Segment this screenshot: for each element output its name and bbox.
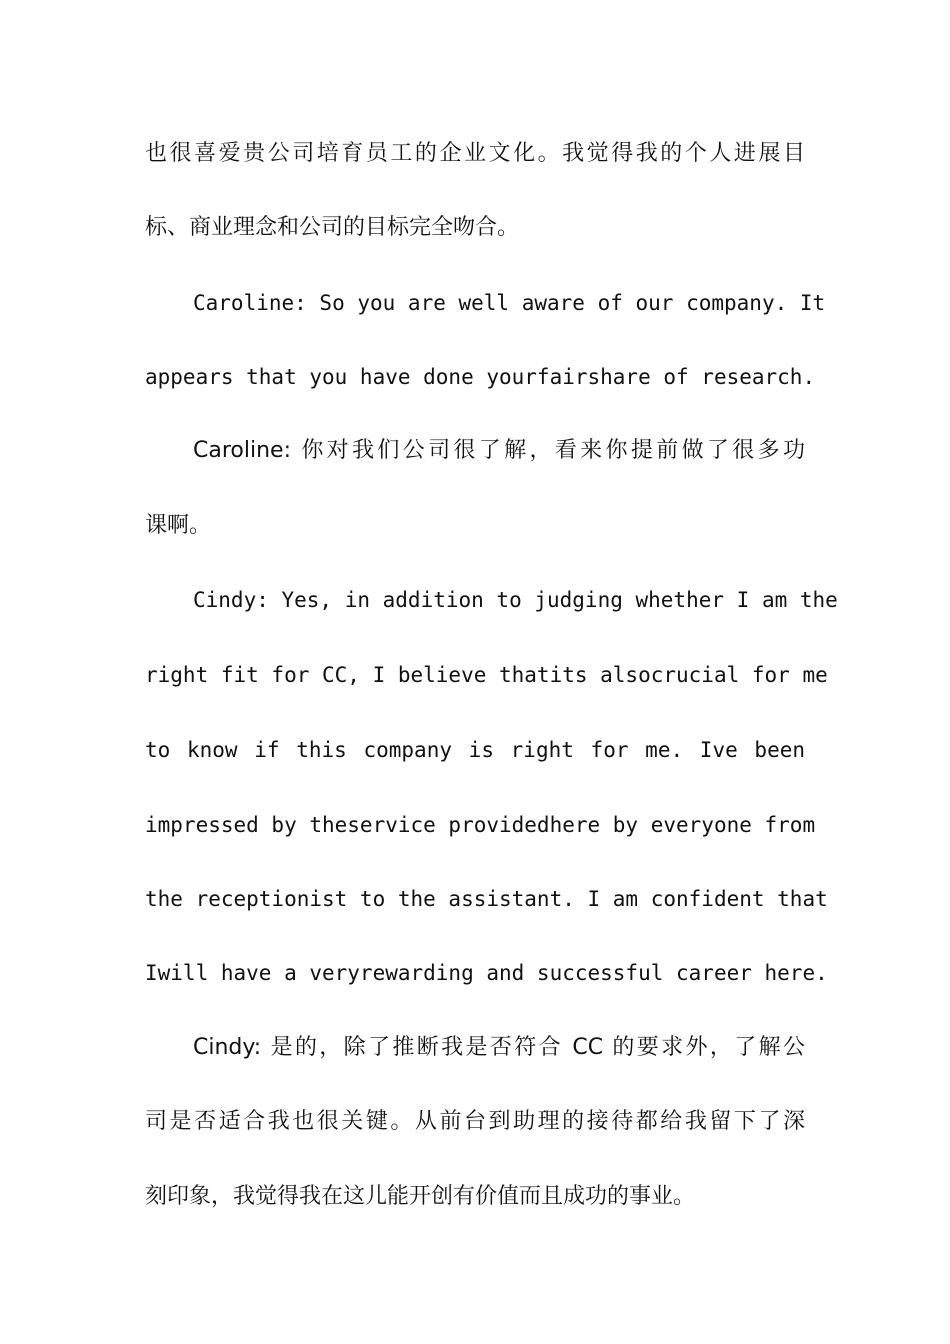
paragraph-line: 课啊。 [145,513,212,538]
paragraph-line: Caroline: 你对我们公司很了解，看来你提前做了很多功 [193,438,805,463]
paragraph-line: Caroline: So you are well aware of our company. It [193,291,826,315]
paragraph-line: to know if this company is right for me. Ive been [145,738,805,762]
paragraph-line: 标、商业理念和公司的目标完全吻合。 [145,215,520,240]
paragraph-line: the receptionist to the assistant. I am confident that [145,887,828,911]
paragraph-line: Cindy: 是的，除了推断我是否符合 CC 的要求外，了解公 [193,1035,805,1060]
paragraph-line: Cindy: Yes, in addition to judging whether I am the [193,588,838,612]
paragraph-line: appears that you have done yourfairshare of research. [145,365,816,389]
paragraph-line: 刻印象，我觉得我在这儿能开创有价值而且成功的事业。 [145,1184,696,1209]
paragraph-line: right fit for CC, I believe thatits alsocrucial for me [145,663,828,687]
paragraph-line: impressed by theservice providedhere by everyone from [145,813,816,837]
paragraph-line: 司是否适合我也很关键。从前台到助理的接待都给我留下了深 [145,1109,805,1134]
paragraph-line: Iwill have a veryrewarding and successful career here. [145,961,828,985]
paragraph-line: 也很喜爱贵公司培育员工的企业文化。我觉得我的个人进展目 [145,141,805,166]
